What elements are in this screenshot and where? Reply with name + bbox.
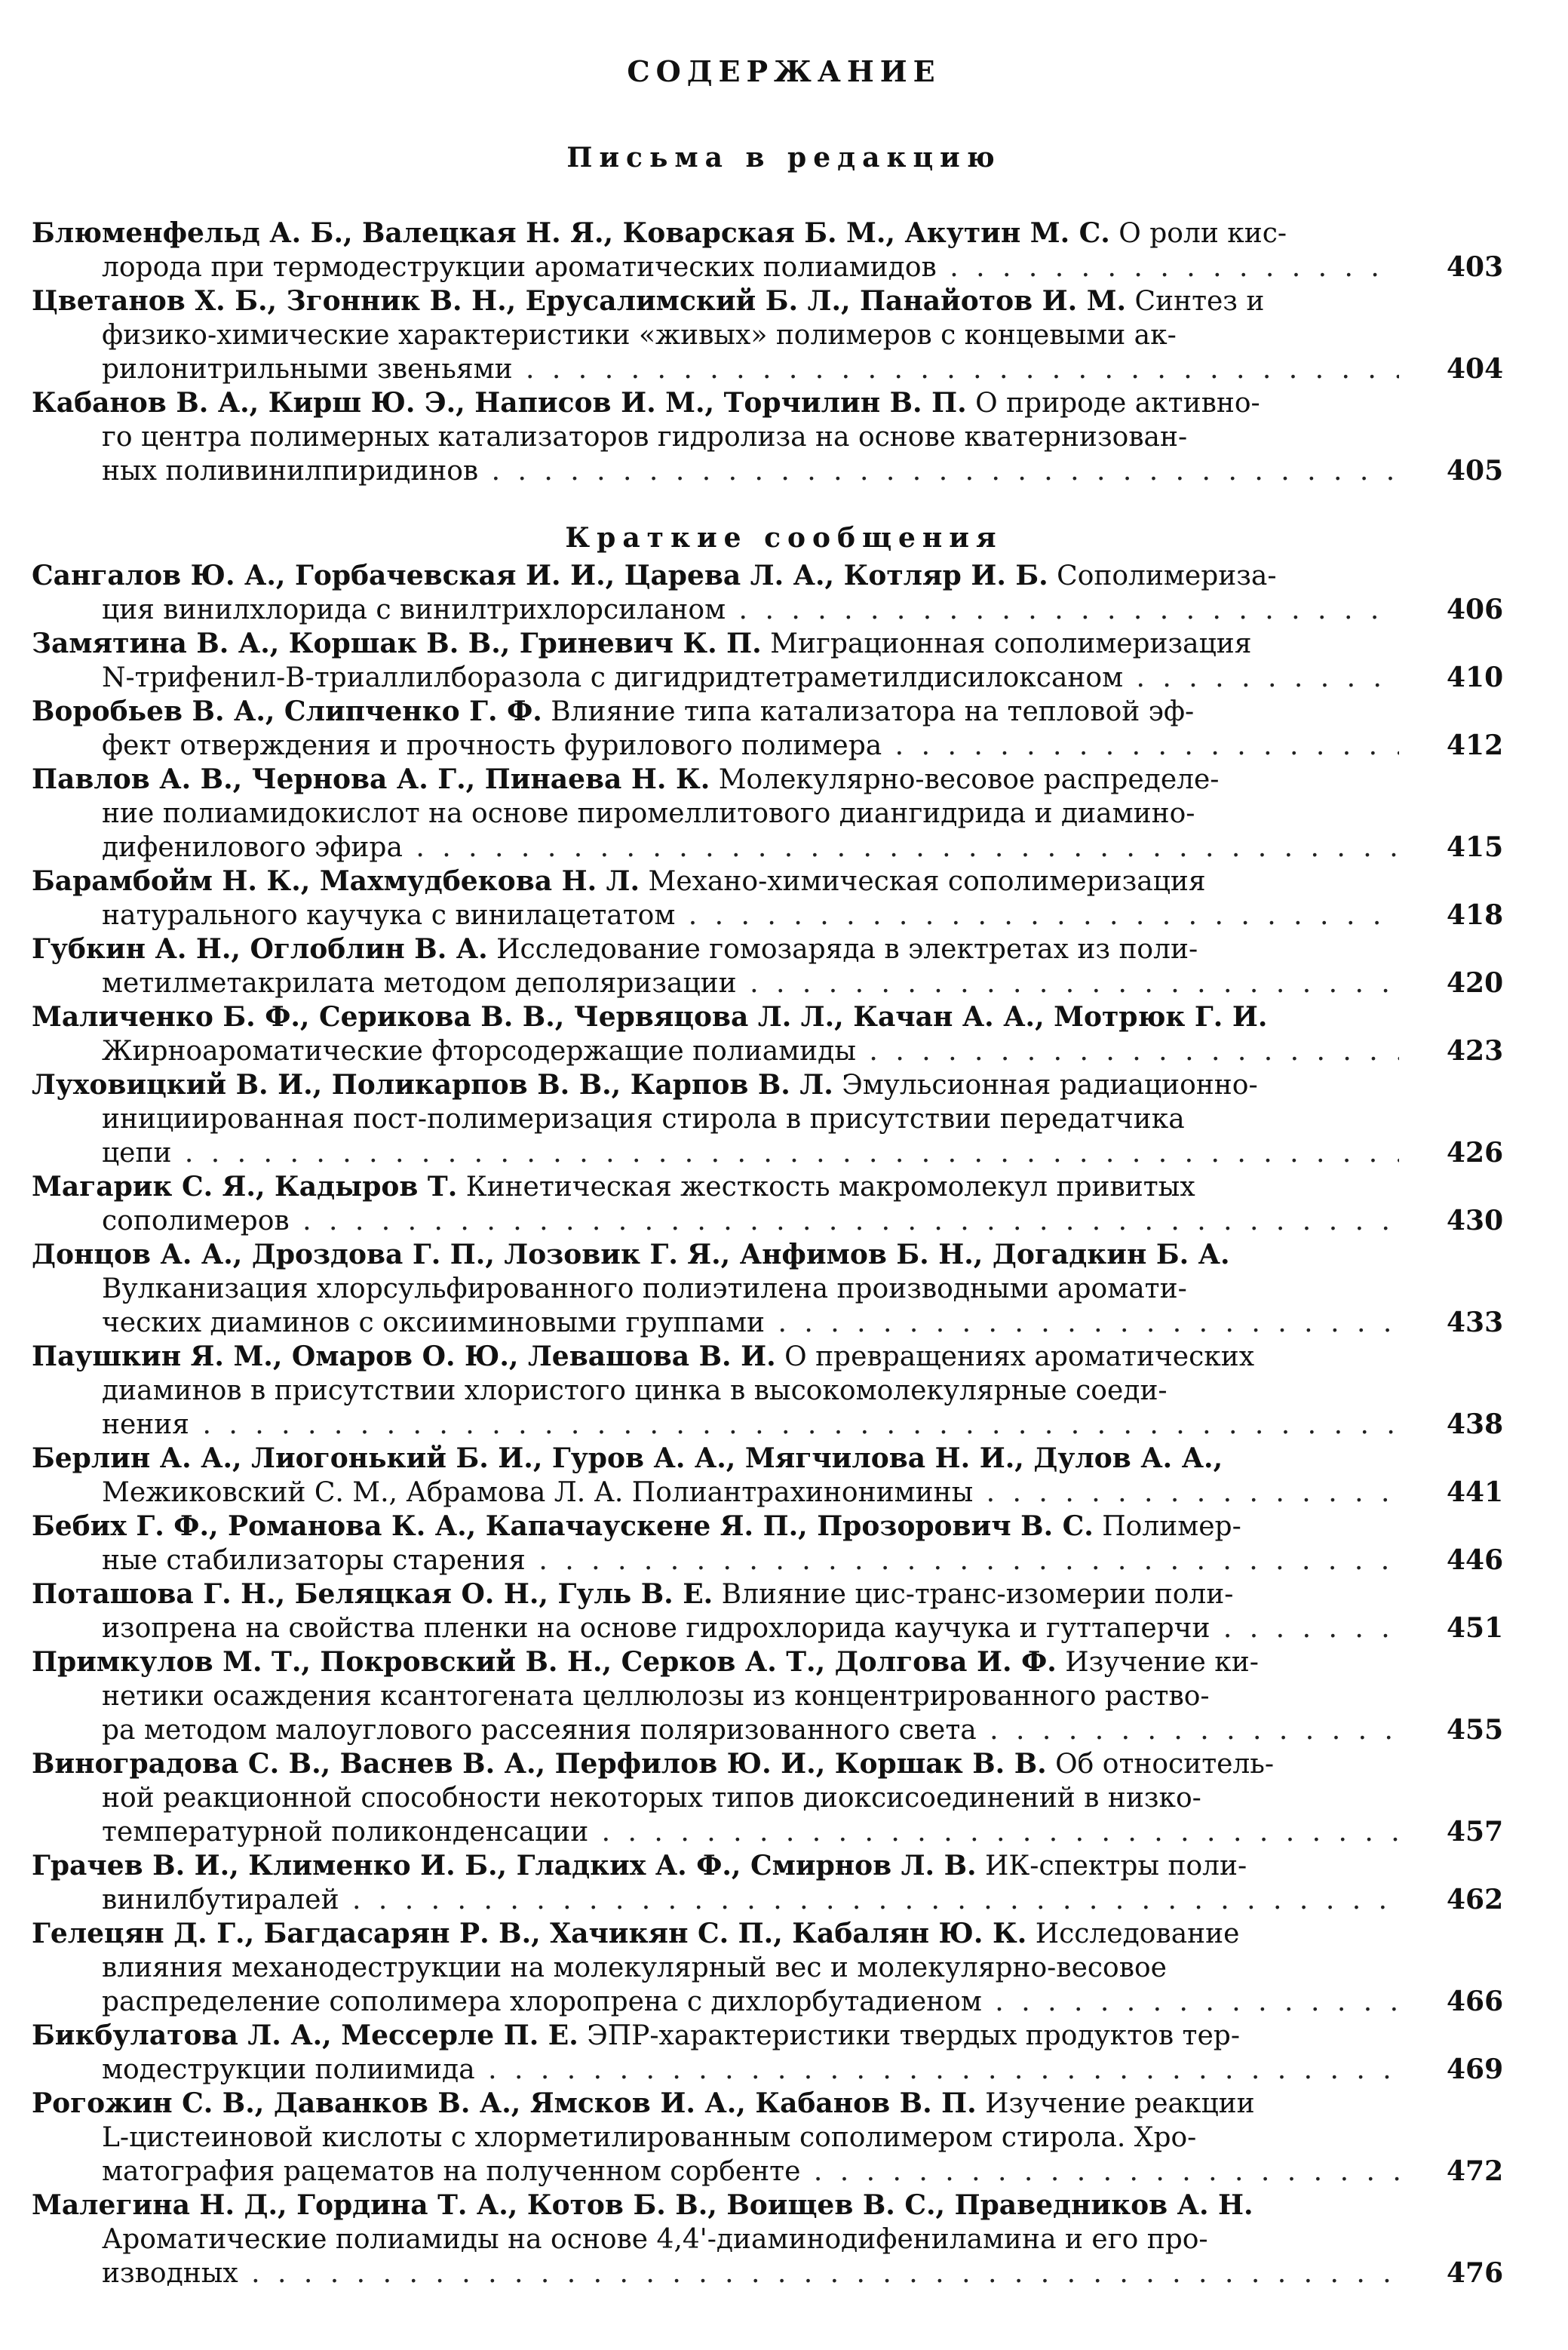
entry-title-text: Исследование гомозаряда в электретах из поли- [496,934,1198,965]
entry-title-text: О роли кис- [1118,218,1287,249]
contents-entry [0,2189,1568,2290]
entry-first-line [0,1917,1399,1951]
entry-continuation-line [0,797,1399,831]
section-short-reports-list [0,559,1568,2290]
entry-first-line [0,217,1399,250]
entry-continuation-line [0,1374,1399,1408]
entry-continuation-line [0,1204,1399,1238]
contents-entry [0,1442,1568,1510]
entry-title-text: Миграционная сополимеризация [770,628,1252,659]
entry-page-number: 466 [1447,1986,1504,2017]
entry-title-text: Синтез и [1134,286,1265,317]
entry-continuation-line [0,1883,1399,1917]
entry-first-line [0,1000,1399,1034]
contents-entry [0,2087,1568,2189]
entry-authors: Маличенко Б. Ф., Серикова В. В., Червяцова Л. Л., Качан А. А., Мотрюк Г. И. [32,1001,1268,1033]
entry-continuation-line [0,1985,1399,2019]
entry-page-number: 433 [1447,1307,1504,1338]
contents-entry [0,1510,1568,1577]
entry-title-text: го центра полимерных катализаторов гидролиза на основе кватернизован- [102,422,1188,453]
entry-authors: Донцов А. А., Дроздова Г. П., Лозовик Г. Я., Анфимов Б. Н., Догадкин Б. А. [32,1239,1230,1270]
entry-title-text: Изучение ки- [1065,1647,1259,1678]
entry-page-number: 462 [1447,1884,1504,1915]
entry-continuation-line [0,352,1399,386]
entry-page-number: 404 [1447,353,1504,385]
entry-first-line [0,1510,1399,1544]
entry-authors: Бебих Г. Ф., Романова К. А., Капачаускене Я. П., Прозорович В. С. [32,1510,1094,1542]
entry-page-number: 406 [1447,594,1504,625]
entry-title-text: лорода при термодеструкции ароматических полиамидов . . . [102,252,1399,283]
entry-title-text: влияния механодеструкции на молекулярный вес и молекулярно-весовое [102,1952,1167,1983]
contents-entry [0,1747,1568,1849]
entry-continuation-line [0,2121,1399,2155]
entry-title-text: инициированная пост-полимеризация стирола в присутствии передатчика [102,1104,1185,1135]
entry-first-line [0,763,1399,797]
contents-entry [0,386,1568,488]
entry-title-text: фект отверждения и прочность фурилового полимера . . . [102,730,1399,761]
entry-title-text: винилбутиралей . . . [102,1885,1399,1915]
entry-title-text: Об относитель- [1055,1749,1275,1780]
entry-continuation-line [0,1136,1399,1170]
entry-continuation-line [0,1272,1399,1306]
contents-entry [0,559,1568,627]
entry-title-text: Влияние типа катализатора на тепловой эф- [551,696,1195,727]
entry-page-number: 472 [1447,2155,1504,2187]
entry-first-line [0,2019,1399,2053]
entry-title-text: температурной поликонденсации . . . [102,1817,1399,1848]
entry-page-number: 410 [1447,662,1504,693]
entry-continuation-line [0,661,1399,695]
page-title: СОДЕРЖАНИЕ [627,54,941,88]
entry-title-text: нетики осаждения ксантогената целлюлозы из концентрированного раство- [102,1681,1210,1712]
contents-entry [0,1340,1568,1442]
entry-page-number: 469 [1447,2054,1504,2085]
entry-page-number: 451 [1447,1612,1504,1644]
entry-continuation-line [0,1951,1399,1985]
contents-entry [0,217,1568,284]
entry-page-number: 418 [1447,899,1504,931]
entry-title-text: Ароматические полиамиды на основе 4,4'-диаминодифениламина и его про- [102,2224,1208,2255]
entry-first-line [0,627,1399,661]
entry-page-number: 457 [1447,1816,1504,1848]
contents-entry [0,1000,1568,1068]
contents-entry [0,865,1568,932]
entry-title-text: матография рацематов на полученном сорбенте . . . [102,2156,1399,2187]
entry-authors: Гелецян Д. Г., Багдасарян Р. В., Хачикян С. П., Кабалян Ю. К. [32,1918,1027,1949]
entry-title-text: ра методом малоуглового рассеяния поляризованного света . . . [102,1715,1399,1746]
section-heading-letters: Письма в редакцию [566,142,1002,174]
entry-continuation-line [0,250,1399,284]
entry-continuation-line [0,1815,1399,1849]
entry-authors: Воробьев В. А., Слипченко Г. Ф. [32,696,542,727]
entry-continuation-line [0,2223,1399,2256]
entry-title-text: ных поливинилпиридинов . . . [102,456,1399,487]
entry-authors: Цветанов Х. Б., Згонник В. Н., Ерусалимский Б. Л., Панайотов И. М. [32,285,1127,317]
entry-page-number: 426 [1447,1137,1504,1169]
entry-first-line [0,1340,1399,1374]
contents-entry [0,1917,1568,2019]
entry-continuation-line [0,1679,1399,1713]
entry-first-line [0,865,1399,899]
contents-entry [0,763,1568,865]
entry-first-line [0,695,1399,729]
entry-page-number: 476 [1447,2257,1504,2289]
entry-authors: Поташова Г. Н., Беляцкая О. Н., Гуль В. Е. [32,1578,713,1610]
entry-page-number: 455 [1447,1714,1504,1746]
contents-entry [0,1170,1568,1238]
entry-title-text: О природе активно- [975,388,1260,419]
entry-authors: Грачев В. И., Клименко И. Б., Гладких А. Ф., Смирнов Л. В. [32,1850,977,1882]
entry-title-text: Влияние цис-транс-изомерии поли- [721,1579,1234,1610]
entry-authors: Замятина В. А., Коршак В. В., Гриневич К. П. [32,628,762,659]
entry-title-text: рилонитрильными звеньями . . . [102,354,1399,385]
entry-title-text: диаминов в присутствии хлористого цинка в высокомолекулярные соеди- [102,1375,1168,1406]
entry-continuation-line [0,1544,1399,1577]
entry-title-text: ние полиамидокислот на основе пиромеллитового диангидрида и диамино- [102,798,1195,829]
entry-continuation-line [0,593,1399,627]
entry-first-line [0,1238,1399,1272]
entry-first-line [0,1849,1399,1883]
contents-entry [0,627,1568,695]
entry-page-number: 423 [1447,1035,1504,1067]
entry-authors: Блюменфельд А. Б., Валецкая Н. Я., Коварская Б. М., Акутин М. С. [32,217,1110,249]
entry-title-text: L-цистеиновой кислоты с хлорметилированным сополимером стирола. Хро- [102,2122,1197,2153]
entry-title-text: ИК-спектры поли- [985,1851,1247,1882]
entry-continuation-line [0,1408,1399,1442]
entry-authors: Берлин А. А., Лиогонький Б. И., Гуров А. А., Мягчилова Н. И., Дулов А. А., [32,1442,1223,1474]
entry-continuation-line [0,2053,1399,2087]
entry-continuation-line [0,1476,1399,1510]
contents-entry [0,695,1568,763]
entry-first-line [0,1068,1399,1102]
entry-title-text: ные стабилизаторы старения . . . [102,1545,1399,1576]
entry-page-number: 438 [1447,1408,1504,1440]
contents-entry [0,1849,1568,1917]
entry-page-number: 446 [1447,1544,1504,1576]
contents-entry [0,1238,1568,1340]
entry-continuation-line [0,729,1399,763]
entry-title-text: ной реакционной способности некоторых типов диоксисоединений в низко- [102,1783,1201,1814]
entry-authors: Магарик С. Я., Кадыров Т. [32,1171,458,1203]
entry-continuation-line [0,1034,1399,1068]
entry-continuation-line [0,318,1399,352]
entry-page-number: 420 [1447,967,1504,999]
entry-title-text: модеструкции полиимида . . . [102,2054,1399,2085]
contents-entry [0,284,1568,386]
entry-first-line [0,284,1399,318]
entry-title-text: О превращениях ароматических [784,1341,1255,1372]
entry-page-number: 405 [1447,455,1504,487]
entry-title-text: Жирноароматические фторсодержащие полиамиды . . . [102,1036,1399,1067]
entry-continuation-line [0,1713,1399,1747]
entry-page-number: 403 [1447,251,1504,283]
entry-title-text: ЭПР-характеристики твердых продуктов тер- [587,2020,1240,2051]
entry-title-text: дифенилового эфира . . . [102,832,1399,863]
entry-continuation-line [0,420,1399,454]
entry-first-line [0,386,1399,420]
entry-title-text: Эмульсионная радиационно- [842,1070,1258,1101]
entry-authors: Виноградова С. В., Васнев В. А., Перфилов Ю. И., Коршак В. В. [32,1748,1047,1780]
entry-authors: Бикбулатова Л. А., Мессерле П. Е. [32,2020,578,2051]
entry-first-line [0,1747,1399,1781]
entry-first-line [0,1645,1399,1679]
entry-continuation-line [0,1102,1399,1136]
entry-title-text: нения . . . [102,1409,1399,1440]
entry-title-text: изопрена на свойства пленки на основе гидрохлорида каучука и гуттаперчи . . . [102,1613,1399,1644]
entry-authors: Барамбойм Н. К., Махмудбекова Н. Л. [32,865,640,897]
entry-title-text: Кинетическая жесткость макромолекул привитых [465,1172,1195,1203]
entry-page-number: 430 [1447,1205,1504,1236]
entry-continuation-line [0,966,1399,1000]
contents-entry [0,1068,1568,1170]
entry-authors: Сангалов Ю. А., Горбачевская И. И., Царева Л. А., Котляр И. Б. [32,560,1048,591]
entry-first-line [0,2087,1399,2121]
entry-title-text: Межиковский С. М., Абрамова Л. А. Полиантрахинонимины . . . [102,1477,1399,1508]
contents-entry [0,1645,1568,1747]
entry-authors: Малегина Н. Д., Гордина Т. А., Котов Б. В., Воищев В. С., Праведников А. Н. [32,2189,1253,2221]
entry-continuation-line [0,1611,1399,1645]
entry-authors: Павлов А. В., Чернова А. Г., Пинаева Н. К. [32,763,710,795]
entry-first-line [0,932,1399,966]
entry-title-text: ция винилхлорида с винилтрихлорсиланом . . . [102,594,1399,625]
entry-page-number: 412 [1447,730,1504,761]
entry-title-text: Механо-химическая сополимеризация [648,866,1206,897]
contents-entry [0,1577,1568,1645]
contents-entry [0,932,1568,1000]
entry-first-line [0,1442,1399,1476]
entry-authors: Луховицкий В. И., Поликарпов В. В., Карпов В. Л. [32,1069,833,1101]
entry-first-line [0,1170,1399,1204]
entry-title-text: цепи . . . [102,1138,1399,1169]
entry-first-line [0,2189,1399,2223]
entry-continuation-line [0,1781,1399,1815]
entry-authors: Примкулов М. Т., Покровский В. Н., Серков А. Т., Долгова И. Ф. [32,1646,1057,1678]
entry-continuation-line [0,1306,1399,1340]
entry-title-text: Молекулярно-весовое распределе- [718,764,1220,795]
entry-title-text: N-трифенил-В-триаллилборазола с дигидридтетраметилдисилоксаном . . . [102,662,1399,693]
entry-page-number: 441 [1447,1476,1504,1508]
entry-continuation-line [0,454,1399,488]
entry-title-text: Вулканизация хлорсульфированного полиэтилена производными аромати- [102,1273,1187,1304]
entry-title-text: натурального каучука с винилацетатом . . . [102,900,1399,931]
entry-continuation-line [0,831,1399,865]
entry-authors: Паушкин Я. М., Омаров О. Ю., Левашова В. И. [32,1341,776,1372]
entry-page-number: 415 [1447,831,1504,863]
entry-authors: Рогожин С. В., Даванков В. А., Ямсков И. А., Кабанов В. П. [32,2087,977,2119]
entry-continuation-line [0,2256,1399,2290]
entry-title-text: Полимер- [1102,1511,1241,1542]
entry-authors: Губкин А. Н., Оглоблин В. А. [32,933,488,965]
entry-authors: Кабанов В. А., Кирш Ю. Э., Написов И. М., Торчилин В. П. [32,387,967,419]
section-letters-list [0,217,1568,488]
entry-title-text: Сополимериза- [1057,561,1277,591]
entry-title-text: Изучение реакции [985,2088,1255,2119]
contents-entry [0,2019,1568,2087]
entry-first-line [0,559,1399,593]
entry-first-line [0,1577,1399,1611]
entry-continuation-line [0,899,1399,932]
entry-title-text: физико-химические характеристики «живых» полимеров с концевыми ак- [102,320,1177,351]
entry-title-text: ческих диаминов с оксииминовыми группами . . . [102,1307,1399,1338]
entry-title-text: сополимеров . . . [102,1206,1399,1236]
entry-continuation-line [0,2155,1399,2189]
entry-title-text: распределение сополимера хлоропрена с дихлорбутадиеном . . . [102,1986,1399,2017]
entry-title-text: изводных . . . [102,2258,1399,2289]
entry-title-text: Исследование [1035,1918,1240,1949]
entry-title-text: метилметакрилата методом деполяризации . . . [102,968,1399,999]
section-heading-short-reports: Краткие сообщения [565,522,1003,554]
